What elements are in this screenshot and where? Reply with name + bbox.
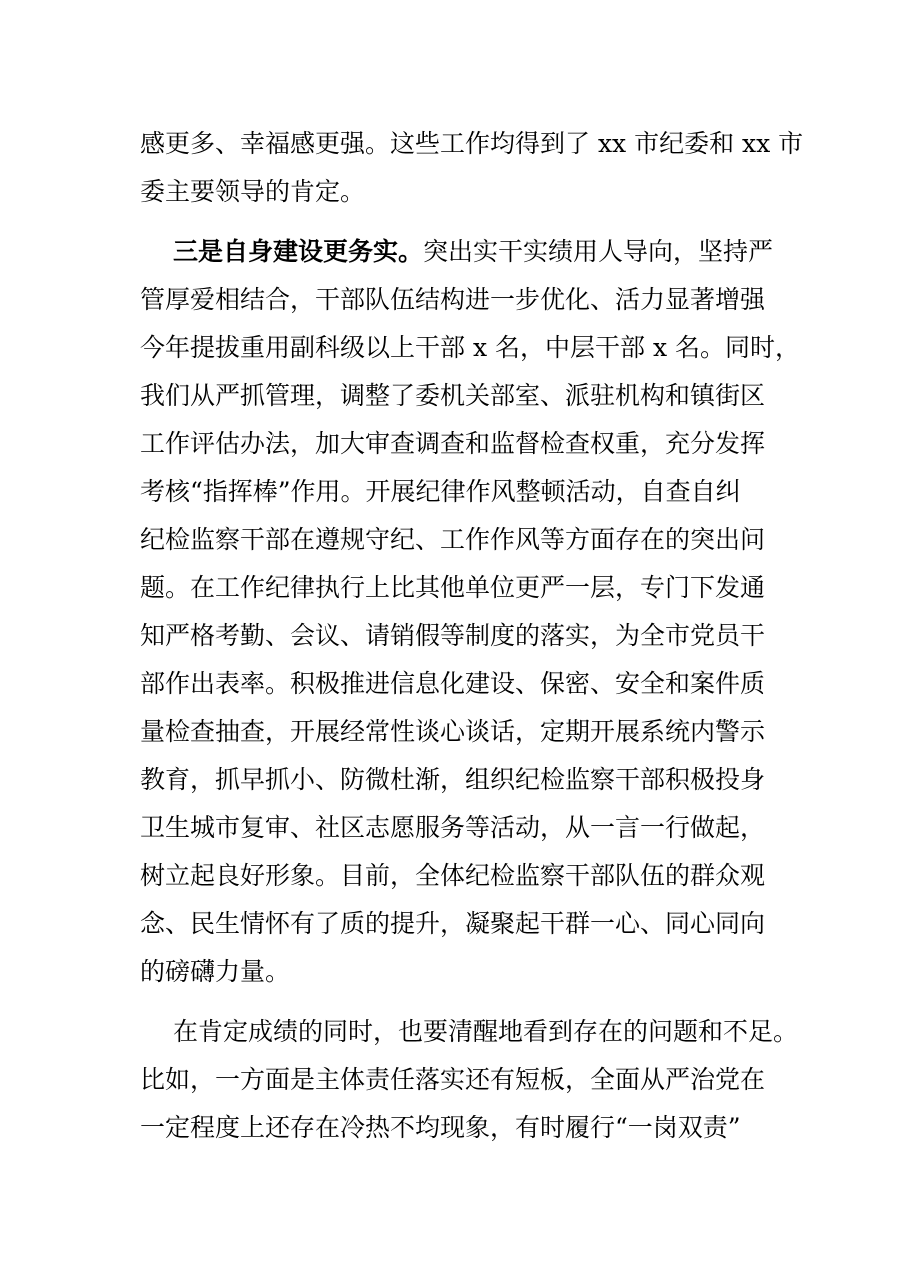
document-body bbox=[140, 120, 804, 1152]
text-line: 比如，一方面是主体责任落实还有短板，全面从严治党在 bbox=[140, 1065, 766, 1094]
text-line: 感更多、幸福感更强。这些工作均得到了 xx 市纪委和 xx 市 bbox=[140, 129, 804, 158]
text-line: 我们从严抓管理，调整了委机关部室、派驻机构和镇街区 bbox=[140, 381, 766, 410]
text-line bbox=[140, 228, 780, 276]
text-line: 念、民生情怀有了质的提升，凝聚起干群一心、同心同向 bbox=[140, 909, 766, 938]
text-line: 一定程度上还存在冷热不均现象，有时履行“一岗双责” bbox=[140, 1113, 741, 1142]
text-line: 题。在工作纪律执行上比其他单位更严一层，专门下发通 bbox=[140, 573, 766, 602]
text-line: 部作出表率。积极推进信息化建设、保密、安全和案件质 bbox=[140, 669, 766, 698]
text-line: 委主要领导的肯定。 bbox=[140, 177, 366, 206]
text-line: 卫生城市复审、社区志愿服务等活动，从一言一行做起， bbox=[140, 813, 766, 842]
text-line: 今年提拔重用副科级以上干部 x 名，中层干部 x 名。同时， bbox=[140, 333, 800, 362]
text-line: 管厚爱相结合，干部队伍结构进一步优化、活力显著增强 bbox=[140, 285, 766, 314]
text-line: 知严格考勤、会议、请销假等制度的落实，为全市党员干 bbox=[140, 621, 766, 650]
text-line: 的磅礴力量。 bbox=[140, 957, 291, 986]
text-line: 树立起良好形象。目前，全体纪检监察干部队伍的群众观 bbox=[140, 861, 766, 890]
text-line: 量检查抽查，开展经常性谈心谈话，定期开展系统内警示 bbox=[140, 717, 766, 746]
text-line: 在肯定成绩的同时，也要清醒地看到存在的问题和不足。 bbox=[173, 1017, 799, 1046]
text-line: 工作评估办法，加大审查调查和监督检查权重，充分发挥 bbox=[140, 429, 766, 458]
paragraph-spacer bbox=[140, 216, 780, 228]
paragraph-spacer bbox=[140, 996, 780, 1008]
section-heading-lead: 三是自身建设更务实。 bbox=[173, 237, 424, 266]
text-line: 教育，抓早抓小、防微杜渐，组织纪检监察干部积极投身 bbox=[140, 765, 766, 794]
text-line: 考核“指挥棒”作用。开展纪律作风整顿活动，自查自纠 bbox=[140, 477, 741, 506]
text-line: 纪检监察干部在遵规守纪、工作作风等方面存在的突出问 bbox=[140, 525, 766, 554]
text-fragment: 突出实干实绩用人导向，坚持严 bbox=[423, 237, 774, 266]
paragraph-1 bbox=[140, 120, 804, 216]
paragraph-2 bbox=[140, 228, 800, 996]
paragraph-3 bbox=[140, 1008, 799, 1152]
